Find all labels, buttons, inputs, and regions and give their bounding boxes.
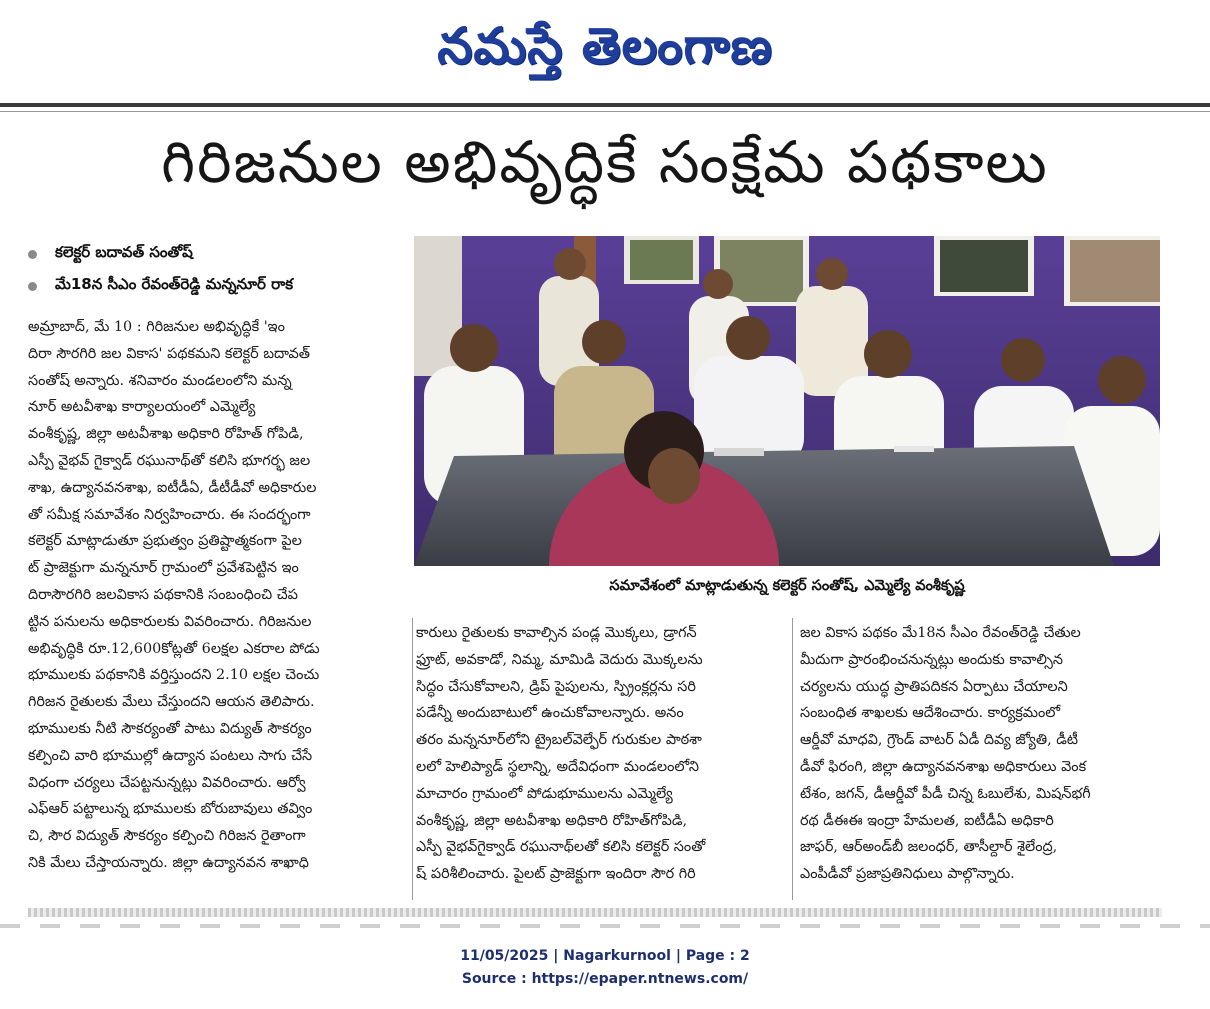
text-line: నికి మేలు చేస్తాయన్నారు. జిల్లా ఉద్యానవన శాఖాధి xyxy=(28,854,309,871)
text-line: మాచారం గ్రామంలో పోడుభూములను ఎమ్మెల్యే xyxy=(416,785,673,802)
text-line: కల్పించి వారి భూముల్లో ఉద్యాన పంటలు సాగు చేసే xyxy=(28,747,313,764)
text-line: ఎంపీడీవో ప్రజాప్రతినిధులు పాల్గొన్నారు. xyxy=(800,866,1015,883)
page-cut-line xyxy=(0,924,1210,928)
text-line: సిద్ధం చేసుకోవాలని, డ్రిప్ పైపులను, స్ప్రింక్లర్లను సరి xyxy=(416,678,696,695)
text-line: సంబంధిత శాఖలకు ఆదేశించారు. కార్యక్రమంలో xyxy=(800,705,1061,722)
text-line: ట్ ప్రాజెక్టుగా మన్ననూర్ గ్రామంలో ప్రవేశపెట్టిన ఇం xyxy=(28,560,299,577)
text-line: గిరిజన రైతులకు మేలు చేస్తుందని ఆయన తెలిపారు. xyxy=(28,694,315,711)
article-photo xyxy=(414,236,1160,566)
text-line: కలెక్టర్ మాట్లాడుతూ ప్రభుత్వం ప్రతిష్టాత్మకంగా పైల xyxy=(28,533,302,550)
text-line: విధంగా చర్యలు చేపట్టనున్నట్లు వివరించారు. ఆర్వో xyxy=(28,774,306,791)
text-line: ఫ్రూట్, అవకాడో, నిమ్మ, మామిడి వెదురు మొక్కలను xyxy=(416,651,703,668)
text-line: చర్యలను యుద్ధ ప్రాతిపదికన ఏర్పాటు చేయాలని xyxy=(800,678,1068,695)
article-column-2 xyxy=(416,620,782,888)
text-line: దిరా సౌరగిరి జల వికాస' పథకమని కలెక్టర్ బదావత్ xyxy=(28,345,310,362)
text-line: పడేన్నీ అందుబాటులో ఉంచుకోవాలన్నారు. అనం xyxy=(416,705,684,722)
text-line: ఎఫ్ఆర్ పట్టాలున్న భూములకు బోరుబావులు తవ్విం xyxy=(28,801,313,818)
article-column-1 xyxy=(28,314,410,877)
column-divider xyxy=(412,618,413,900)
bullet-text: మే18న సీఎం రేవంత్‌రెడ్డి మన్ననూర్ రాక xyxy=(55,275,294,293)
text-line: అమ్రాబాద్, మే 10 : గిరిజనుల అభివృద్ధికే 'ఇం xyxy=(28,319,285,335)
text-line: డీవో ఫిరంగి, జిల్లా ఉద్యానవనశాఖ అధికారులు వెంక xyxy=(800,758,1087,775)
masthead xyxy=(0,0,1210,104)
subheadline-bullets xyxy=(28,238,398,302)
meeting-photo-image xyxy=(414,236,1160,566)
text-line: శాఖ, ఉద్యానవనశాఖ, ఐటీడీఏ, డీటీడీవో అధికారుల xyxy=(28,479,317,496)
bullet-text: కలెక్టర్ బదావత్ సంతోష్ xyxy=(55,243,193,261)
text-line: జల వికాస పథకం మే18న సీఎం రేవంత్‌రెడ్డి చేతుల xyxy=(800,625,1081,641)
bullet-item xyxy=(28,270,398,302)
text-line: వంశీకృష్ణ, జిల్లా అటవీశాఖ అధికారి రోహిత్‌గోపిడి, xyxy=(416,812,688,829)
bullet-icon xyxy=(28,250,37,259)
text-line: భూములకు నీటి సౌకర్యంతో పాటు విద్యుత్ సౌకర్యం xyxy=(28,720,312,737)
text-line: కారులు రైతులకు కావాల్సిన పండ్ల మొక్కలు, డ్రాగన్ xyxy=(416,625,697,641)
text-line: తో సమీక్ష సమావేశం నిర్వహించారు. ఈ సందర్భంగా xyxy=(28,506,311,523)
article-bottom-border xyxy=(28,908,1162,917)
text-line: టేశం, జగన్, డీఆర్డీవో పీడీ చిన్న ఓబులేశు, మిషన్‌భగీ xyxy=(800,785,1091,802)
article-column-3 xyxy=(800,620,1162,888)
text-line: వంశీకృష్ణ, జిల్లా అటవీశాఖ అధికారి రోహిత్ గోపిడి, xyxy=(28,426,304,443)
footer-source-link[interactable]: Source : https://epaper.ntnews.com/ xyxy=(461,971,749,987)
text-line: అభివృద్ధికి రూ.12,600కోట్లతో 6లక్షల ఎకరాల పోడు xyxy=(28,640,320,657)
text-line: ఆర్డీవో మాధవి, గ్రౌండ్ వాటర్ ఏడీ దివ్య జ్యోతి, డీటీ xyxy=(800,732,1079,749)
bullet-item xyxy=(28,238,398,270)
text-line: సంతోష్ అన్నారు. శనివారం మండలంలోని మన్న xyxy=(28,372,292,389)
text-line: చి, సౌర విద్యుత్ సౌకర్యం కల్పించి గిరిజన రైతాంగా xyxy=(28,828,306,845)
text-line: ఎస్పీ వైభవ్ గైక్వాడ్ రఘునాథ్‌తో కలిసి భూగర్భ జల xyxy=(28,452,311,469)
photo-caption: సమావేశంలో మాట్లాడుతున్న కలెక్టర్ సంతోష్, ఎమ్మెల్యే వంశీకృష్ణ xyxy=(609,578,965,594)
newspaper-logo: నమస్తే తెలంగాణ xyxy=(437,16,773,75)
text-line: లలో హెలిప్యాడ్ స్థలాన్ని, అదేవిధంగా మండలంలోని xyxy=(416,758,699,775)
masthead-rule xyxy=(0,103,1210,107)
text-line: జాఫర్, ఆర్అండ్‌బీ జలంధర్, తాసీల్దార్ శైలేంద్ర, xyxy=(800,839,1058,856)
text-line: భూములకు పథకానికి వర్తిస్తుందని 2.10 లక్షల చెంచు xyxy=(28,667,320,684)
text-line: ట్టిన పనులను అధికారులకు వివరించారు. గిరిజనుల xyxy=(28,613,312,630)
text-line: రథ డీఈఈ ఇంద్రా హేమలత, ఐటీడీఏ అధికారి xyxy=(800,812,1054,829)
text-line: మీదుగా ప్రారంభించనున్నట్లు అందుకు కావాల్సిన xyxy=(800,651,1063,668)
text-line: ష్ పరిశీలించారు. పైలట్ ప్రాజెక్టుగా ఇందిరా సౌర గిరి xyxy=(416,866,696,883)
text-line: ఎస్పీ వైభవ్‌గైక్వాడ్ రఘునాథ్‌లతో కలిసి కలెక్టర్ సంతో xyxy=(416,839,706,856)
footer-date-page: 11/05/2025 | Nagarkurnool | Page : 2 xyxy=(460,948,750,964)
masthead-rule-thin xyxy=(0,111,1210,112)
text-line: దిరాసౌరగిరి జలవికాస పథకానికి సంబంధించి చేప xyxy=(28,586,298,603)
text-line: తరం మన్ననూర్‌లోని ట్రైబల్‌వెల్ఫేర్ గురుకుల పాఠశా xyxy=(416,732,702,749)
column-divider xyxy=(792,618,793,900)
text-line: నూర్ అటవీశాఖ కార్యాలయంలో ఎమ్మెల్యే xyxy=(28,399,256,416)
article-headline: గిరిజనుల అభివృద్ధికే సంక్షేమ పథకాలు xyxy=(161,128,1049,196)
bullet-icon xyxy=(28,282,37,291)
